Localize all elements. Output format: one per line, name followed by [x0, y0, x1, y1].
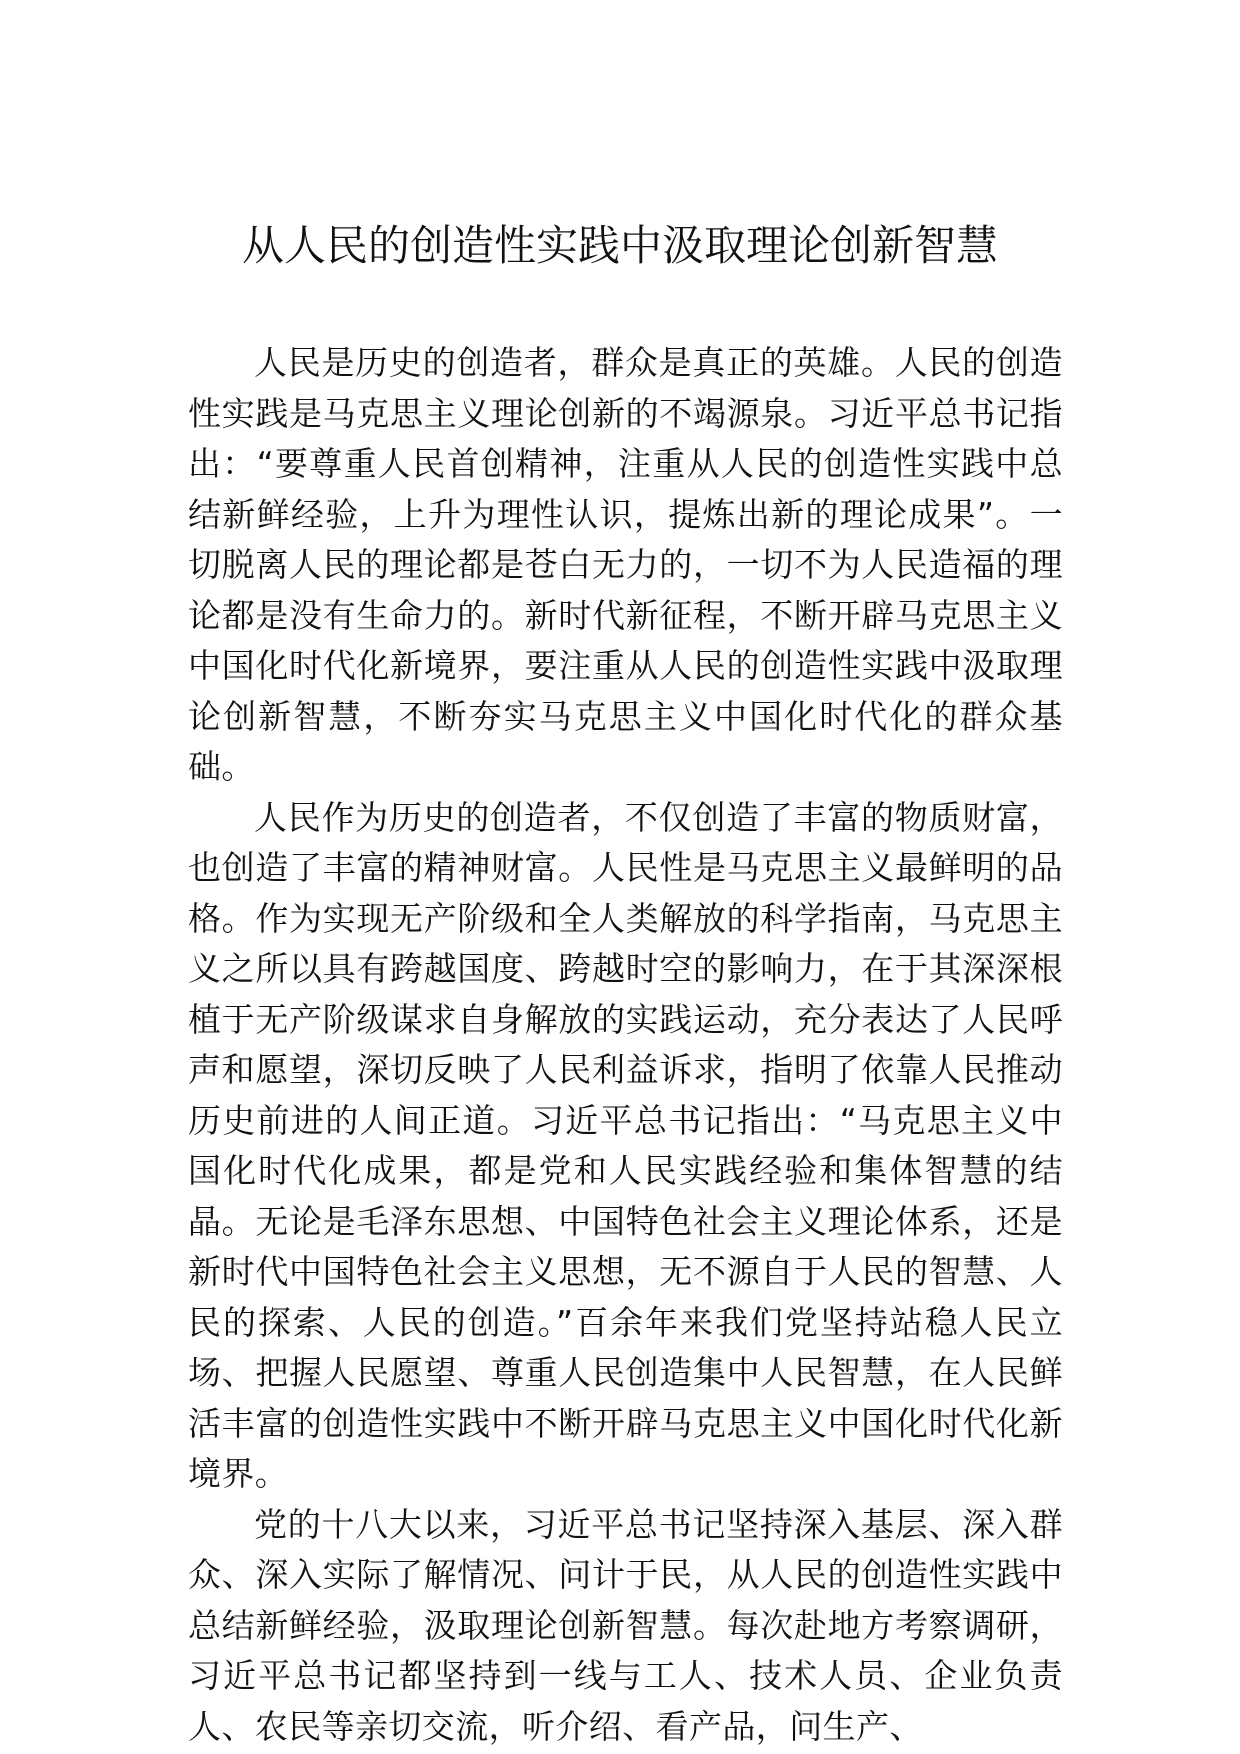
- document-body: [188, 338, 1063, 1752]
- paragraph-3: 党的十八大以来，习近平总书记坚持深入基层、深入群众、深入实际了解情况、问计于民，从人民的创造性实践中总结新鲜经验，汲取理论创新智慧。每次赴地方考察调研，习近平总书记都坚持到一线与工人、技术人员、企业负责人、农民等亲切交流，听介绍、看产品，问生产、: [188, 1504, 1063, 1746]
- paragraph-2: 人民作为历史的创造者，不仅创造了丰富的物质财富，也创造了丰富的精神财富。人民性是马克思主义最鲜明的品格。作为实现无产阶级和全人类解放的科学指南，马克思主义之所以具有跨越国度、跨越时空的影响力，在于其深深根植于无产阶级谋求自身解放的实践运动，充分表达了人民呼声和愿望，深切反映了人民利益诉求，指明了依靠人民推动历史前进的人间正道。习近平总书记指出：“马克思主义中国化时代化成果，都是党和人民实践经验和集体智慧的结晶。无论是毛泽东思想、中国特色社会主义理论体系，还是新时代中国特色社会主义思想，无不源自于人民的智慧、人民的探索、人民的创造。”百余年来我们党坚持站稳人民立场、把握人民愿望、尊重人民创造集中人民智慧，在人民鲜活丰富的创造性实践中不断开辟马克思主义中国化时代化新境界。: [188, 797, 1063, 1493]
- document-title: 从人民的创造性实践中汲取理论创新智慧: [241, 221, 998, 270]
- paragraph-1: 人民是历史的创造者，群众是真正的英雄。人民的创造性实践是马克思主义理论创新的不竭源泉。习近平总书记指出：“要尊重人民首创精神，注重从人民的创造性实践中总结新鲜经验，上升为理性认识，提炼出新的理论成果”。一切脱离人民的理论都是苍白无力的，一切不为人民造福的理论都是没有生命力的。新时代新征程，不断开辟马克思主义中国化时代化新境界，要注重从人民的创造性实践中汲取理论创新智慧，不断夯实马克思主义中国化时代化的群众基础。: [188, 343, 1063, 786]
